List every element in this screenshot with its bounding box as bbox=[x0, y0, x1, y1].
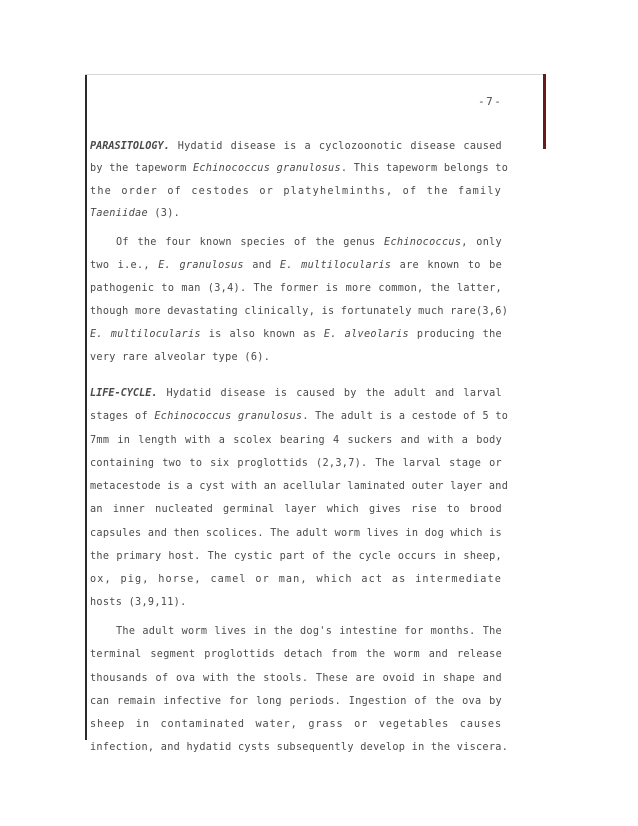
text-span: is also known as bbox=[200, 329, 324, 340]
parasitology-line-2 bbox=[90, 162, 509, 176]
species-name: E. multilocularis bbox=[90, 329, 201, 340]
species-line-1 bbox=[116, 236, 502, 250]
adult-line-5: sheep in contaminated water, grass or vegetables causes bbox=[90, 719, 502, 730]
parasitology-heading: PARASITOLOGY. bbox=[90, 141, 170, 152]
text-span: Hydatid disease is a cyclozoonotic disease caused bbox=[177, 141, 502, 152]
lifecycle-line-10: hosts (3,9,11). bbox=[90, 597, 187, 608]
species-name: Echinococcus granulosus bbox=[192, 163, 341, 174]
page-edge-right bbox=[543, 74, 546, 149]
text-span: and bbox=[243, 260, 280, 271]
parasitology-line-1 bbox=[90, 140, 502, 154]
species-name: Echinococcus granulosus bbox=[154, 411, 303, 422]
text-span: by the tapeworm bbox=[90, 163, 193, 174]
text-span: Of the four known species of the genus bbox=[116, 237, 385, 248]
text-span: Hydatid disease is caused by the adult and larval bbox=[166, 388, 502, 399]
lifecycle-line-6: an inner nucleated germinal layer which gives rise to brood bbox=[90, 504, 502, 515]
text-span: . The adult is a cestode of 5 to bbox=[302, 411, 509, 422]
species-name: E. alveolaris bbox=[323, 329, 409, 340]
species-line-5 bbox=[90, 328, 502, 342]
species-line-4: though more devastating clinically, is fortunately much rare(3,6) bbox=[90, 306, 509, 317]
adult-line-3: thousands of ova with the stools. These are ovoid in shape and bbox=[90, 673, 502, 684]
species-line-3: pathogenic to man (3,4). The former is more common, the latter, bbox=[90, 283, 502, 294]
species-name: E. granulosus bbox=[158, 260, 244, 271]
adult-line-2: terminal segment proglottids detach from the worm and release bbox=[90, 649, 502, 660]
lifecycle-line-3: 7mm in length with a scolex bearing 4 suckers and with a body bbox=[90, 435, 502, 446]
species-name: E. multilocularis bbox=[279, 260, 392, 271]
adult-line-6: infection, and hydatid cysts subsequently develop in the viscera. bbox=[90, 742, 509, 753]
parasitology-line-3: the order of cestodes or platyhelminths, of the family bbox=[90, 186, 502, 197]
text-span: two i.e., bbox=[90, 260, 159, 271]
family-name: Taeniidae bbox=[90, 208, 148, 219]
adult-line-4: can remain infective for long periods. Ingestion of the ova by bbox=[90, 696, 502, 707]
lifecycle-heading: LIFE-CYCLE. bbox=[90, 388, 158, 399]
lifecycle-line-7: capsules and then scolices. The adult worm lives in dog which is bbox=[90, 528, 502, 539]
species-line-2 bbox=[90, 259, 502, 273]
text-span: . This tapeworm belongs to bbox=[340, 163, 509, 174]
lifecycle-line-9: ox, pig, horse, camel or man, which act as intermediate bbox=[90, 574, 502, 585]
text-span: producing the bbox=[409, 329, 502, 340]
lifecycle-line-1 bbox=[90, 387, 502, 401]
parasitology-line-4 bbox=[90, 207, 502, 221]
lifecycle-line-5: metacestode is a cyst with an acellular laminated outer layer and bbox=[90, 481, 509, 492]
text-span: (3). bbox=[147, 208, 181, 219]
page-number: -7- bbox=[478, 95, 503, 108]
lifecycle-line-2 bbox=[90, 410, 509, 424]
lifecycle-line-4: containing two to six proglottids (2,3,7). The larval stage or bbox=[90, 458, 502, 469]
genus-name: Echinococcus bbox=[384, 237, 462, 248]
page-edge-top bbox=[85, 74, 545, 75]
text-span: are known to be bbox=[391, 260, 502, 271]
text-span: stages of bbox=[90, 411, 155, 422]
page-edge-left bbox=[85, 75, 87, 740]
adult-line-1: The adult worm lives in the dog's intestine for months. The bbox=[116, 626, 502, 637]
text-span: , only bbox=[461, 237, 502, 248]
lifecycle-line-8: the primary host. The cystic part of the cycle occurs in sheep, bbox=[90, 551, 502, 562]
species-line-6: very rare alveolar type (6). bbox=[90, 352, 271, 363]
